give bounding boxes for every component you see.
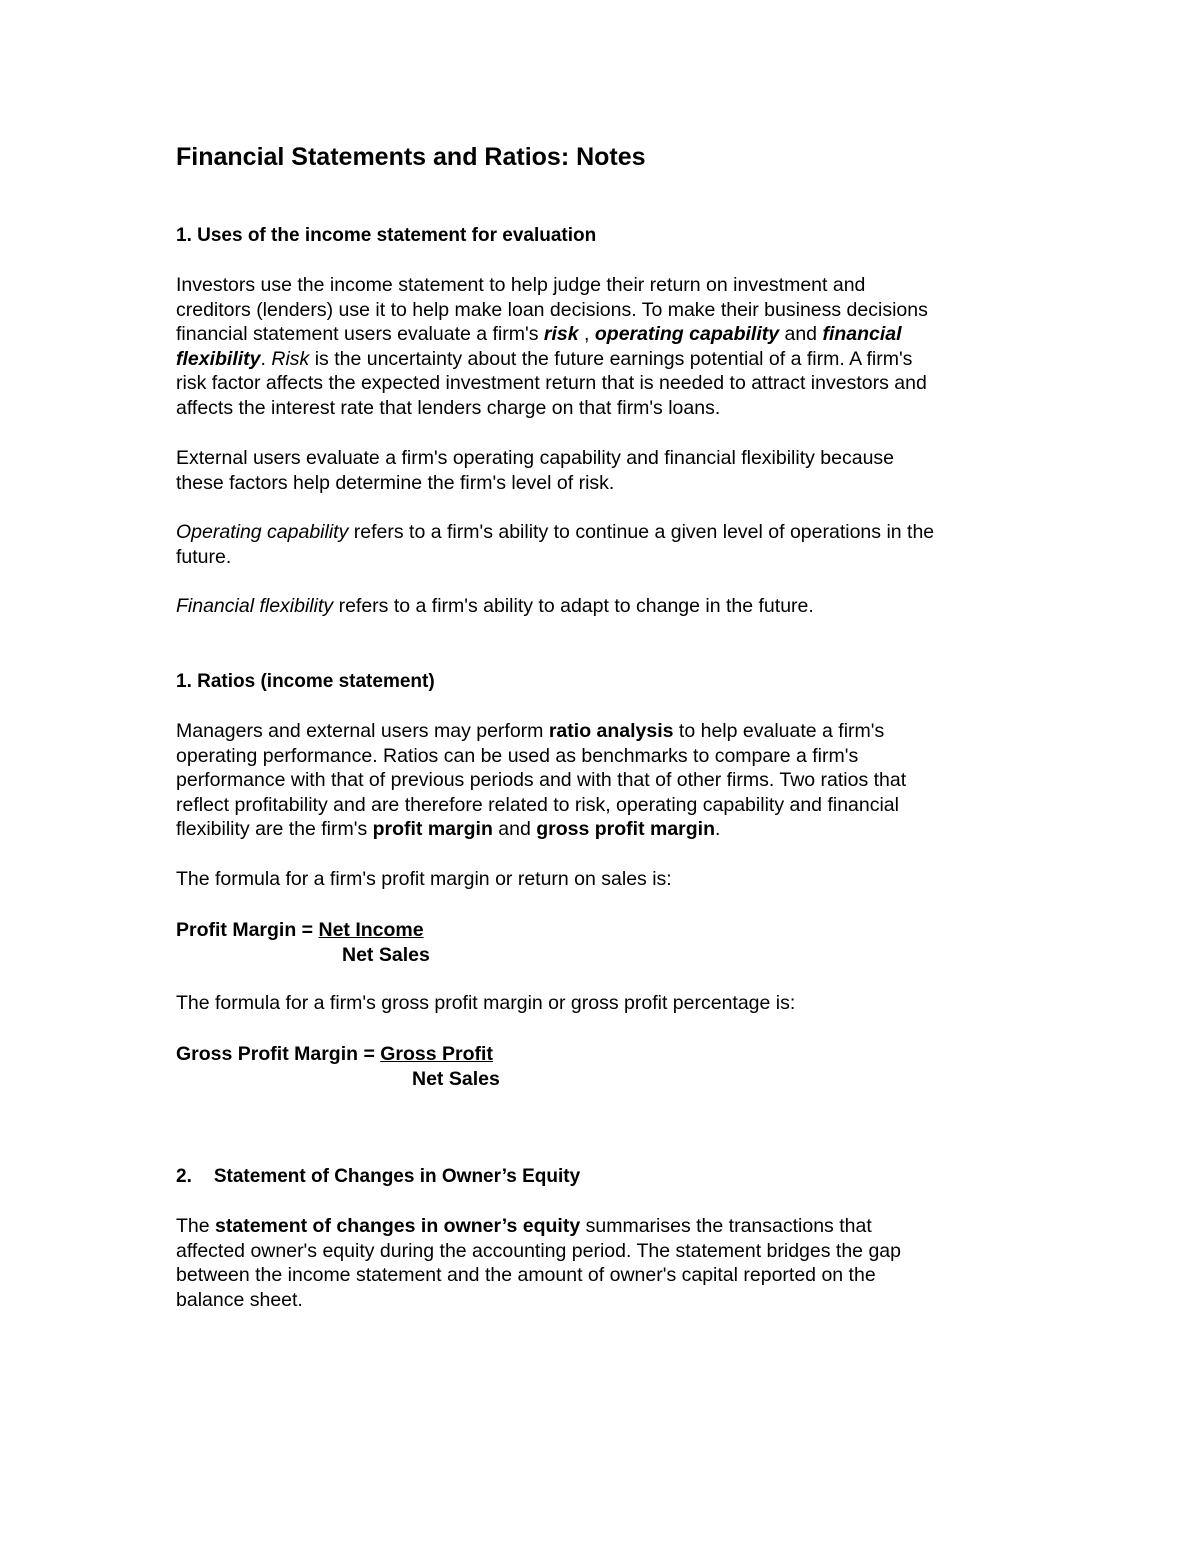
text-line: Investors use the income statement to help judge their return on investment and: [176, 274, 866, 296]
formula-denominator: Net Sales: [412, 1067, 500, 1090]
term-operating-capability-italic: Operating capability: [176, 521, 349, 543]
text-line: reflect profitability and are therefore related to risk, operating capability and financial: [176, 793, 899, 816]
formula-line: [176, 1042, 500, 1067]
text-line: creditors (lenders) use it to help make loan decisions. To make their business decisions: [176, 298, 928, 321]
text-line: operating performance. Ratios can be used as benchmarks to compare a firm's: [176, 744, 859, 767]
section-heading-owners-equity: [176, 1165, 580, 1189]
text-line: [176, 347, 1036, 372]
page-title: Financial Statements and Ratios: Notes: [176, 143, 646, 171]
paragraph-owners-equity: [176, 1214, 1036, 1312]
formula-line: [176, 918, 430, 943]
paragraph-profit-margin-intro: [176, 867, 1036, 892]
text-line: balance sheet.: [176, 1288, 303, 1311]
term-financial-flexibility-italic: Financial flexibility: [176, 595, 334, 617]
section-heading-income-statement-uses: 1. Uses of the income statement for evaluation: [176, 225, 597, 246]
text-run: to help evaluate a firm's: [673, 720, 885, 742]
text-line: [176, 594, 1036, 619]
text-line: [176, 322, 1036, 347]
term-gross-profit-margin: gross profit margin: [536, 818, 716, 841]
text-run: flexibility are the firm's: [176, 818, 373, 841]
text-run: .: [715, 818, 721, 841]
text-line: The formula for a firm's profit margin or return on sales is:: [176, 868, 672, 890]
text-run: is the uncertainty about the future earnings potential of a firm. A firm's: [309, 347, 913, 370]
term-risk: risk: [543, 323, 579, 346]
text-run: refers to a firm's ability to continue a given level of operations in the: [348, 521, 935, 543]
text-line: affected owner's equity during the accounting period. The statement bridges the gap: [176, 1239, 901, 1262]
text-run: The: [176, 1215, 216, 1237]
text-run: .: [260, 347, 272, 370]
paragraph-gross-margin-intro: [176, 991, 1036, 1016]
text-line: between the income statement and the amount of owner's capital reported on the: [176, 1264, 876, 1287]
text-line: risk factor affects the expected investment return that is needed to attract investors and: [176, 372, 927, 395]
text-line: these factors help determine the firm's level of risk.: [176, 471, 615, 494]
paragraph-external-users: [176, 446, 1036, 495]
text-line: The formula for a firm's gross profit margin or gross profit percentage is:: [176, 992, 796, 1014]
formula-denominator: Net Sales: [342, 943, 430, 966]
formula-gross-profit-margin: [176, 1042, 500, 1091]
term-profit-margin: profit margin: [372, 818, 493, 841]
text-line: future.: [176, 545, 232, 568]
term-operating-capability: operating capability: [594, 323, 780, 346]
paragraph-ratio-analysis: [176, 719, 1036, 842]
document-page: [176, 0, 1046, 1553]
formula-numerator: Net Income: [318, 919, 424, 941]
text-run: and: [492, 818, 537, 841]
text-run: ,: [578, 323, 595, 346]
term-risk-italic: Risk: [271, 347, 310, 370]
text-line: affects the interest rate that lenders charge on that firm's loans.: [176, 396, 721, 419]
text-line: performance with that of previous periods and with that of other firms. Two ratios that: [176, 769, 907, 792]
term-financial: financial: [822, 323, 902, 346]
formula-label: Profit Margin =: [176, 919, 319, 941]
paragraph-financial-flexibility: [176, 594, 1036, 619]
formula-label: Gross Profit Margin =: [176, 1043, 381, 1065]
section-number: 2.: [176, 1166, 192, 1187]
paragraph-income-statement-users: [176, 273, 1036, 421]
text-run: financial statement users evaluate a firm's: [176, 323, 544, 346]
text-line: [176, 817, 1036, 842]
formula-numerator: Gross Profit: [380, 1043, 493, 1065]
paragraph-operating-capability: [176, 520, 1036, 569]
text-line: [176, 1214, 1036, 1239]
term-flexibility: flexibility: [176, 347, 261, 370]
term-statement-of-changes: statement of changes in owner’s equity: [215, 1215, 581, 1237]
term-ratio-analysis: ratio analysis: [548, 720, 674, 742]
text-run: refers to a firm's ability to adapt to change in the future.: [333, 595, 814, 617]
section-title: Statement of Changes in Owner’s Equity: [213, 1166, 581, 1187]
text-line: [176, 719, 1036, 744]
text-run: Managers and external users may perform: [176, 720, 549, 742]
section-heading-ratios: 1. Ratios (income statement): [176, 671, 435, 692]
text-line: [176, 520, 1036, 545]
text-line: External users evaluate a firm's operating capability and financial flexibility because: [176, 447, 895, 469]
formula-profit-margin: [176, 918, 430, 967]
text-run: and: [779, 323, 823, 346]
text-run: summarises the transactions that: [580, 1215, 872, 1237]
